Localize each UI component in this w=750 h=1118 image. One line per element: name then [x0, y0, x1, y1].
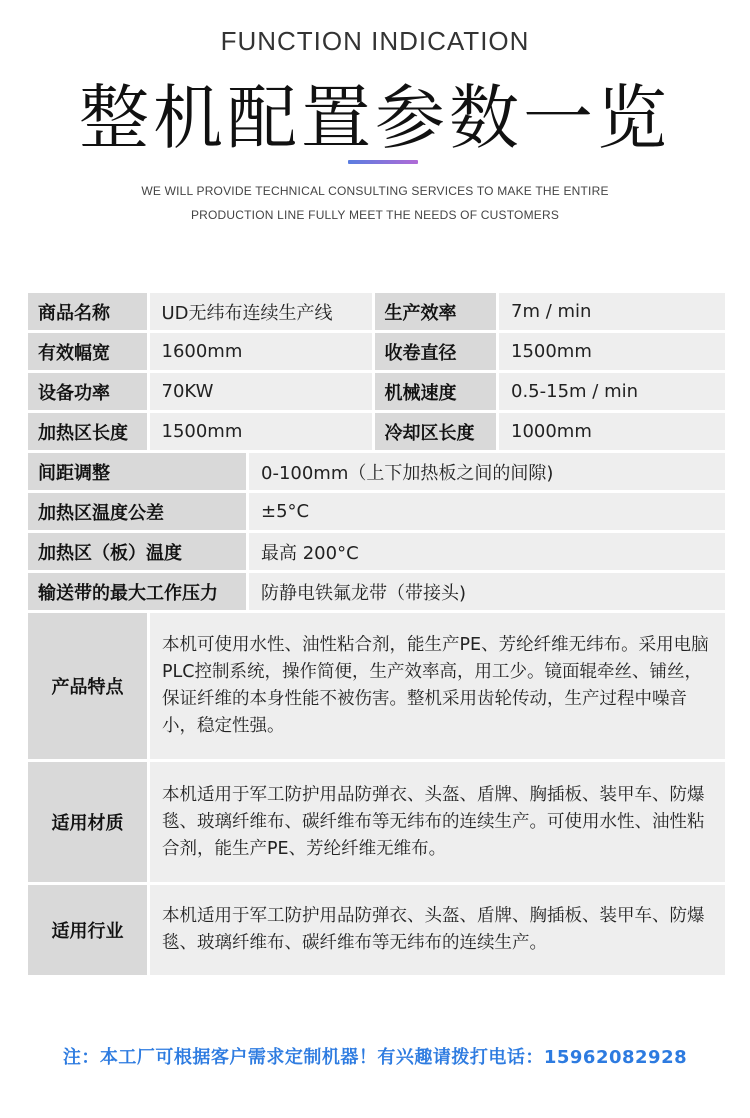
spec-table: [28, 293, 725, 978]
spec-label: 输送带的最大工作压力: [28, 573, 246, 610]
spec-row: [28, 493, 725, 530]
feature-block-material: [28, 762, 725, 882]
spec-label: 间距调整: [28, 453, 246, 490]
accent-divider: [348, 160, 418, 164]
spec-value: 0.5-15m / min: [499, 373, 725, 410]
spec-value: 1000mm: [499, 413, 725, 450]
subtitle-line-1: WE WILL PROVIDE TECHNICAL CONSULTING SERVICES TO MAKE THE ENTIRE: [141, 184, 609, 198]
spec-label: 设备功率: [28, 373, 147, 410]
spec-row: [28, 573, 725, 610]
spec-value: UD无纬布连续生产线: [150, 293, 372, 330]
spec-row: [28, 333, 725, 370]
spec-value: 防静电铁氟龙带（带接头): [249, 573, 725, 610]
spec-label: 生产效率: [375, 293, 496, 330]
spec-label: 加热区温度公差: [28, 493, 246, 530]
spec-row: [28, 453, 725, 490]
spec-label: 冷却区长度: [375, 413, 496, 450]
block-text: 本机可使用水性、油性粘合剂，能生产PE、芳纶纤维无纬布。采用电脑PLC控制系统，操作简便，生产效率高，用工少。镜面辊牵丝、铺丝，保证纤维的本身性能不被伤害。整机采用齿轮传动，生产过程中噪音小，稳定性强。: [150, 613, 725, 759]
english-title: FUNCTION INDICATION: [220, 26, 530, 56]
contact-note: 注：本工厂可根据客户需求定制机器！有兴趣请拨打电话：15962082928: [62, 1047, 688, 1068]
spec-value: 最高 200°C: [249, 533, 725, 570]
spec-value: 7m / min: [499, 293, 725, 330]
spec-label: 机械速度: [375, 373, 496, 410]
spec-row: [28, 413, 725, 450]
spec-label: 收卷直径: [375, 333, 496, 370]
feature-block-product: [28, 613, 725, 759]
block-text: 本机适用于军工防护用品防弹衣、头盔、盾牌、胸插板、装甲车、防爆毯、玻璃纤维布、碳纤维布等无纬布的连续生产。可使用水性、油性粘合剂，能生产PE、芳纶纤维无维布。: [150, 762, 725, 882]
spec-value: 0-100mm（上下加热板之间的间隙): [249, 453, 725, 490]
spec-label: 加热区长度: [28, 413, 147, 450]
spec-value: ±5°C: [249, 493, 725, 530]
feature-block-industry: [28, 885, 725, 975]
block-label: 产品特点: [28, 613, 147, 759]
spec-value: 70KW: [150, 373, 372, 410]
spec-label: 商品名称: [28, 293, 147, 330]
spec-row: [28, 293, 725, 330]
spec-row: [28, 373, 725, 410]
spec-label: 加热区（板）温度: [28, 533, 246, 570]
spec-value: 1500mm: [150, 413, 372, 450]
spec-value: 1500mm: [499, 333, 725, 370]
page-title: 整机配置参数一览: [79, 77, 671, 159]
block-label: 适用行业: [28, 885, 147, 975]
spec-label: 有效幅宽: [28, 333, 147, 370]
spec-row: [28, 533, 725, 570]
spec-value: 1600mm: [150, 333, 372, 370]
block-label: 适用材质: [28, 762, 147, 882]
subtitle-line-2: PRODUCTION LINE FULLY MEET THE NEEDS OF CUSTOMERS: [190, 208, 560, 222]
block-text: 本机适用于军工防护用品防弹衣、头盔、盾牌、胸插板、装甲车、防爆毯、玻璃纤维布、碳纤维布等无纬布的连续生产。: [150, 885, 725, 975]
